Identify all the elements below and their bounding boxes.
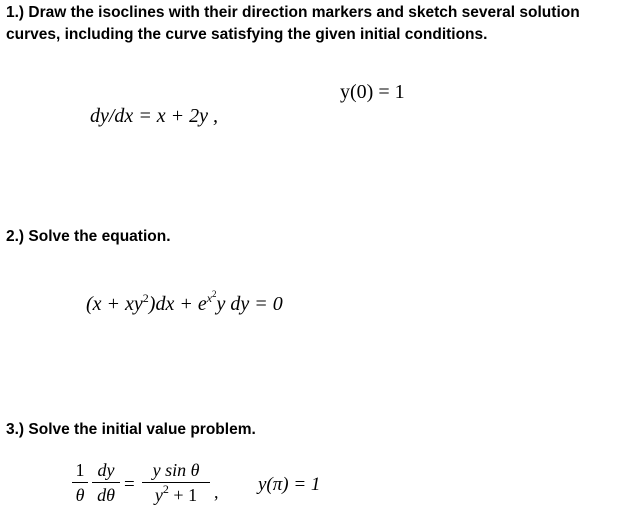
problem-2-eq-exponent-square: 2 [212, 289, 217, 299]
problem-3-frac2-numerator: dy [97, 460, 115, 480]
problem-3-frac3-den-square: 2 [162, 482, 169, 496]
problem-3-initial-condition: y(π) = 1 [258, 474, 321, 495]
problem-2-eq-exponent [207, 291, 217, 305]
problem-3-frac2-bar [92, 482, 120, 483]
problem-2-eq-open: (x + xy [86, 293, 143, 315]
problem-3-frac1-numerator: 1 [75, 460, 85, 480]
problem-1-initial-condition: y(0) = 1 [340, 81, 405, 103]
problem-1-equation-lhs: dy/dx [90, 105, 134, 127]
problem-3-frac3-numerator: y sin θ [152, 460, 200, 480]
problem-3-frac3-den-base: y [154, 485, 163, 505]
problem-3-frac3-denominator [142, 482, 210, 508]
problem-3-frac1-denominator: θ [75, 485, 85, 505]
problem-2-eq-exponent-base: x [206, 291, 213, 305]
problem-1-equation-rhs: = x + 2y , [133, 105, 219, 127]
problem-3-heading: 3.) Solve the initial value problem. [6, 421, 256, 438]
problem-3-frac3-bar [142, 482, 210, 483]
problem-1-equation [80, 80, 218, 128]
problem-3-fraction-rhs [142, 460, 210, 508]
problem-1-heading-line-2: curves, including the curve satisfying the given initial conditions. [6, 26, 488, 43]
problem-3-frac3-den-rest: + 1 [168, 485, 198, 505]
problem-3-fraction-one-over-theta [72, 460, 88, 506]
problem-2-heading: 2.) Solve the equation. [6, 228, 171, 245]
problem-3-frac1-bar [72, 482, 88, 483]
problem-2-eq-end: y dy = 0 [216, 293, 283, 315]
problem-2-eq-mid: )dx + e [148, 293, 207, 315]
problem-2-equation [76, 268, 283, 319]
problem-2-eq-square: 2 [142, 291, 149, 305]
problem-1-heading-line-1: 1.) Draw the isoclines with their direction markers and sketch several solution [6, 4, 580, 21]
problem-3-equals: = [124, 474, 135, 495]
problem-3-comma: , [214, 482, 219, 502]
problem-3-frac2-denominator: dθ [97, 485, 115, 505]
problem-3-fraction-dy-dtheta [92, 460, 120, 506]
